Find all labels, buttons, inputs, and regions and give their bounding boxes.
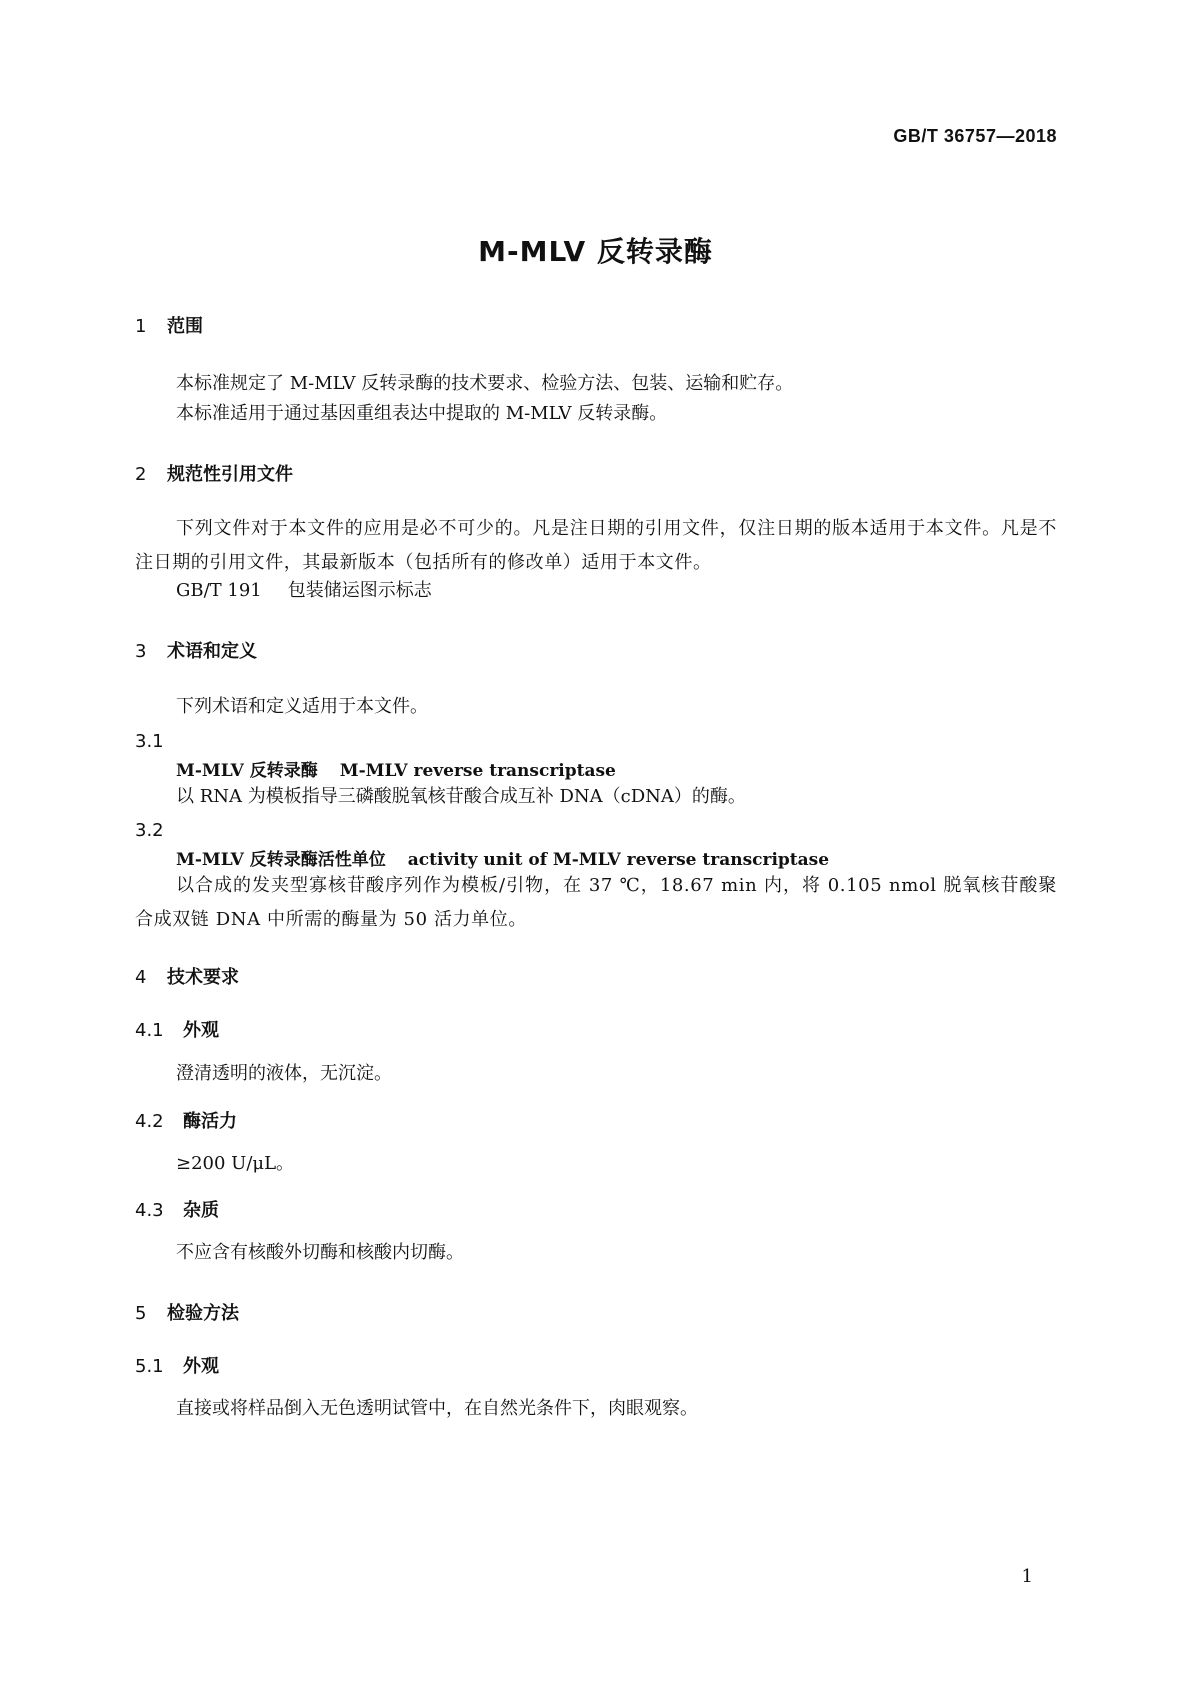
term-english: activity unit of M-MLV reverse transcriptase xyxy=(407,850,830,870)
term-definition: 以 RNA 为模板指导三磷酸脱氧核苷酸合成互补 DNA（cDNA）的酶。 xyxy=(176,786,746,807)
paragraph: 本标准规定了 M-MLV 反转录酶的技术要求、检验方法、包装、运输和贮存。 xyxy=(176,373,794,394)
paragraph: 澄清透明的液体，无沉淀。 xyxy=(176,1063,392,1084)
section-title: 规范性引用文件 xyxy=(167,464,293,485)
term-chinese: M-MLV 反转录酶 xyxy=(176,761,318,781)
subsection-4-1-heading xyxy=(135,1016,219,1042)
paragraph: 本标准适用于通过基因重组表达中提取的 M-MLV 反转录酶。 xyxy=(176,403,668,424)
section-number: 1 xyxy=(135,316,147,337)
subsection-number: 4.1 xyxy=(135,1020,164,1041)
term-english: M-MLV reverse transcriptase xyxy=(339,761,616,781)
subsection-number: 5.1 xyxy=(135,1356,164,1377)
paragraph: 下列术语和定义适用于本文件。 xyxy=(176,696,428,717)
subsection-title: 外观 xyxy=(183,1020,219,1041)
normative-reference xyxy=(176,574,432,608)
section-5-heading xyxy=(135,1299,239,1325)
subsection-5-1-heading xyxy=(135,1352,219,1378)
term-number: 3.2 xyxy=(135,820,164,841)
section-number: 2 xyxy=(135,464,147,485)
standard-number: GB/T 36757—2018 xyxy=(893,126,1057,146)
reference-title: 包装储运图示标志 xyxy=(287,580,432,601)
subsection-4-3-heading xyxy=(135,1196,219,1222)
subsection-number: 4.2 xyxy=(135,1111,164,1132)
section-title: 检验方法 xyxy=(167,1303,239,1324)
subsection-title: 外观 xyxy=(183,1356,219,1377)
term-chinese: M-MLV 反转录酶活性单位 xyxy=(176,850,386,870)
section-title: 技术要求 xyxy=(167,967,239,988)
term-entry xyxy=(176,756,616,781)
term-entry xyxy=(176,845,829,870)
section-number: 3 xyxy=(135,641,147,662)
section-3-heading xyxy=(135,637,257,663)
paragraph: 不应含有核酸外切酶和核酸内切酶。 xyxy=(176,1242,464,1263)
section-4-heading xyxy=(135,963,239,989)
document-title: M-MLV 反转录酶 xyxy=(478,235,713,268)
paragraph: 下列文件对于本文件的应用是必不可少的。凡是注日期的引用文件，仅注日期的版本适用于本文件。凡是不注日期的引用文件，其最新版本（包括所有的修改单）适用于本文件。 xyxy=(135,518,1057,573)
subsection-number: 4.3 xyxy=(135,1200,164,1221)
section-number: 5 xyxy=(135,1303,147,1324)
subsection-title: 杂质 xyxy=(183,1200,219,1221)
page-number: 1 xyxy=(1021,1566,1033,1587)
section-title: 范围 xyxy=(167,316,203,337)
section-2-heading xyxy=(135,460,293,486)
subsection-title: 酶活力 xyxy=(183,1111,237,1132)
section-number: 4 xyxy=(135,967,147,988)
term-number: 3.1 xyxy=(135,731,164,752)
term-definition: 以合成的发夹型寡核苷酸序列作为模板/引物，在 37 ℃，18.67 min 内，将 0.105 nmol 脱氧核苷酸聚合成双链 DNA 中所需的酶量为 50 活力单位。 xyxy=(135,875,1057,930)
section-title: 术语和定义 xyxy=(167,641,257,662)
reference-code: GB/T 191 xyxy=(176,580,262,601)
section-1-heading xyxy=(135,312,203,338)
paragraph: 直接或将样品倒入无色透明试管中，在自然光条件下，肉眼观察。 xyxy=(176,1398,698,1419)
subsection-4-2-heading xyxy=(135,1107,237,1133)
paragraph: ≥200 U/μL。 xyxy=(176,1153,295,1174)
